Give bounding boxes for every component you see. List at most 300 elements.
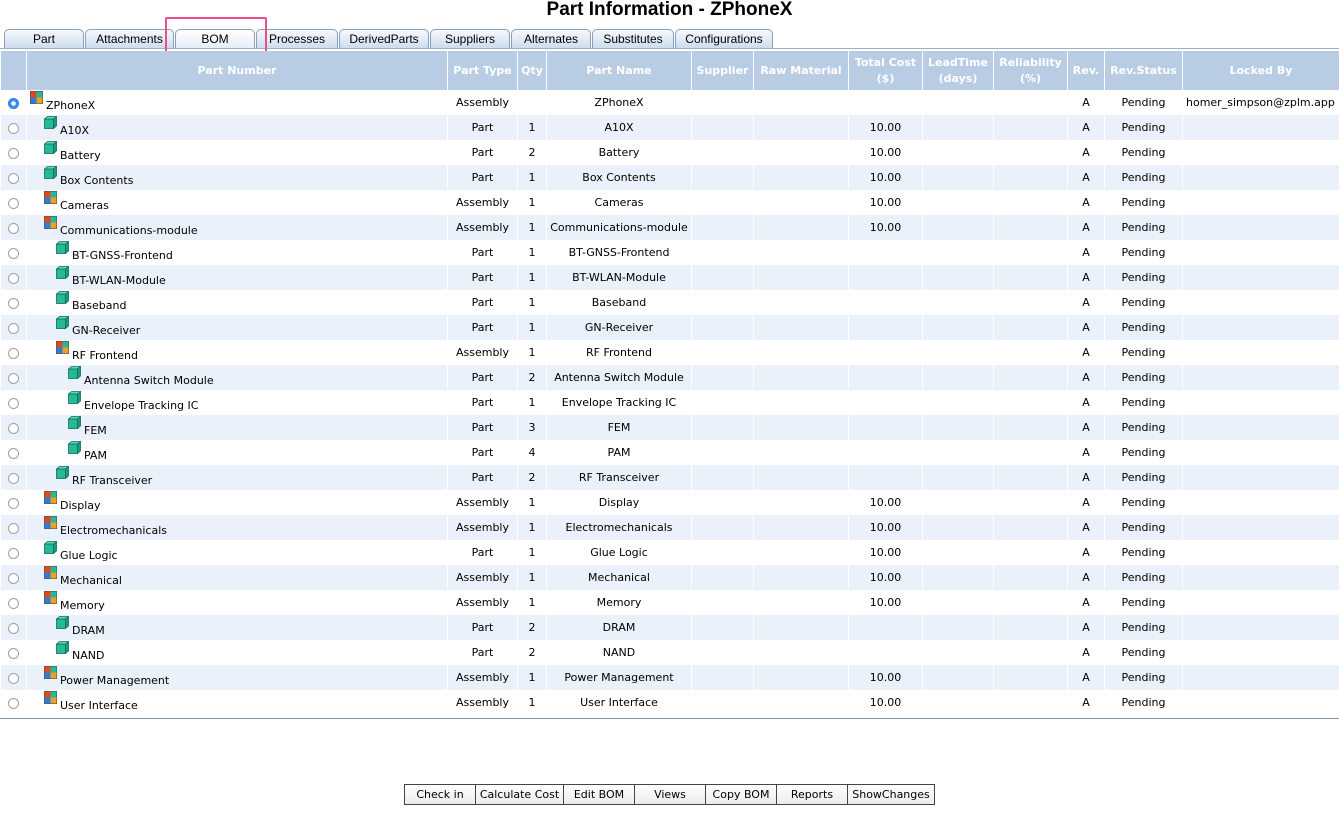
- cell-part-number[interactable]: [27, 465, 448, 490]
- part-number-link[interactable]: NAND: [72, 649, 105, 662]
- cell-locked-by: [1183, 490, 1339, 515]
- table-row[interactable]: [1, 540, 1339, 565]
- table-row[interactable]: [1, 640, 1339, 665]
- row-select-radio[interactable]: [1, 165, 27, 190]
- cell-lead-time: [923, 590, 994, 615]
- cell-rev-status: Pending: [1105, 290, 1183, 315]
- cell-raw-material: [754, 390, 849, 415]
- table-row[interactable]: [1, 215, 1339, 240]
- cell-rev: A: [1068, 565, 1105, 590]
- cell-total-cost: [849, 415, 923, 440]
- table-row[interactable]: [1, 665, 1339, 690]
- reports-button[interactable]: Reports: [776, 784, 848, 805]
- part-number-link[interactable]: User Interface: [60, 699, 138, 712]
- table-row[interactable]: [1, 315, 1339, 340]
- radio-icon[interactable]: [8, 498, 19, 509]
- cell-part-type: Part: [448, 640, 518, 665]
- cell-part-type: Assembly: [448, 690, 518, 715]
- check-in-button[interactable]: Check in: [404, 784, 476, 805]
- table-row[interactable]: [1, 165, 1339, 190]
- col-header-rev[interactable]: Rev.: [1068, 51, 1105, 90]
- radio-icon[interactable]: [8, 248, 19, 259]
- part-number-link[interactable]: Display: [60, 499, 101, 512]
- cell-locked-by: [1183, 590, 1339, 615]
- cell-part-number[interactable]: [27, 665, 448, 690]
- assembly-icon: [44, 597, 60, 610]
- cell-reliability: [994, 390, 1068, 415]
- row-select-radio[interactable]: [1, 90, 27, 115]
- cell-raw-material: [754, 565, 849, 590]
- table-row[interactable]: [1, 190, 1339, 215]
- part-icon: [56, 272, 72, 285]
- part-icon: [56, 322, 72, 335]
- part-number-link[interactable]: ZPhoneX: [46, 99, 96, 112]
- row-select-radio[interactable]: [1, 215, 27, 240]
- cell-total-cost: 10.00: [849, 590, 923, 615]
- radio-icon[interactable]: [8, 123, 19, 134]
- table-row[interactable]: [1, 615, 1339, 640]
- cell-part-type: Part: [448, 165, 518, 190]
- cell-locked-by: [1183, 140, 1339, 165]
- cell-qty: 1: [518, 215, 547, 240]
- cell-qty: 1: [518, 390, 547, 415]
- table-row[interactable]: [1, 415, 1339, 440]
- cell-locked-by: [1183, 640, 1339, 665]
- cell-rev: A: [1068, 240, 1105, 265]
- cell-total-cost: [849, 90, 923, 115]
- cell-part-type: Assembly: [448, 565, 518, 590]
- cell-reliability: [994, 140, 1068, 165]
- cell-reliability: [994, 215, 1068, 240]
- cell-part-name: DRAM: [547, 615, 692, 640]
- cell-part-number[interactable]: [27, 540, 448, 565]
- cell-qty: 1: [518, 265, 547, 290]
- cell-lead-time: [923, 290, 994, 315]
- cell-part-name: BT-GNSS-Frontend: [547, 240, 692, 265]
- cell-part-number[interactable]: [27, 365, 448, 390]
- cell-qty: 3: [518, 415, 547, 440]
- cell-rev: A: [1068, 115, 1105, 140]
- radio-icon[interactable]: [8, 548, 19, 559]
- cell-rev-status: Pending: [1105, 265, 1183, 290]
- cell-supplier: [692, 240, 754, 265]
- cell-part-number[interactable]: [27, 115, 448, 140]
- radio-icon[interactable]: [8, 323, 19, 334]
- row-select-radio[interactable]: [1, 590, 27, 615]
- cell-reliability: [994, 365, 1068, 390]
- cell-reliability: [994, 540, 1068, 565]
- cell-rev: A: [1068, 590, 1105, 615]
- cell-rev: A: [1068, 140, 1105, 165]
- cell-part-name: Envelope Tracking IC: [547, 390, 692, 415]
- cell-part-name: Antenna Switch Module: [547, 365, 692, 390]
- cell-raw-material: [754, 490, 849, 515]
- part-number-link[interactable]: Mechanical: [60, 574, 122, 587]
- table-row[interactable]: [1, 440, 1339, 465]
- part-number-link[interactable]: GN-Receiver: [72, 324, 141, 337]
- cell-qty: 1: [518, 165, 547, 190]
- part-number-link[interactable]: Power Management: [60, 674, 170, 687]
- col-header-reliability[interactable]: Reliability (%): [994, 51, 1068, 90]
- part-number-link[interactable]: A10X: [60, 124, 90, 137]
- cell-qty: 2: [518, 365, 547, 390]
- row-select-radio[interactable]: [1, 465, 27, 490]
- cell-locked-by: [1183, 365, 1339, 390]
- cell-reliability: [994, 315, 1068, 340]
- tab-derivedparts[interactable]: DerivedParts: [339, 29, 429, 48]
- radio-icon[interactable]: [8, 223, 19, 234]
- cell-rev-status: Pending: [1105, 540, 1183, 565]
- cell-lead-time: [923, 340, 994, 365]
- cell-lead-time: [923, 565, 994, 590]
- cell-part-type: Assembly: [448, 590, 518, 615]
- table-row[interactable]: [1, 465, 1339, 490]
- part-icon: [56, 247, 72, 260]
- cell-reliability: [994, 265, 1068, 290]
- cell-rev-status: Pending: [1105, 190, 1183, 215]
- radio-icon[interactable]: [8, 98, 19, 109]
- table-row[interactable]: [1, 265, 1339, 290]
- table-row[interactable]: [1, 240, 1339, 265]
- cell-supplier: [692, 340, 754, 365]
- cell-reliability: [994, 665, 1068, 690]
- cell-part-number[interactable]: [27, 615, 448, 640]
- radio-icon[interactable]: [8, 573, 19, 584]
- table-row[interactable]: [1, 365, 1339, 390]
- cell-part-number[interactable]: [27, 440, 448, 465]
- radio-icon[interactable]: [8, 298, 19, 309]
- radio-icon[interactable]: [8, 398, 19, 409]
- cell-rev: A: [1068, 190, 1105, 215]
- table-row[interactable]: [1, 390, 1339, 415]
- cell-rev: A: [1068, 465, 1105, 490]
- cell-qty: 4: [518, 440, 547, 465]
- radio-icon[interactable]: [8, 148, 19, 159]
- cell-part-name: Electromechanicals: [547, 515, 692, 540]
- cell-part-type: Assembly: [448, 340, 518, 365]
- col-header-part-type[interactable]: Part Type: [448, 51, 518, 90]
- assembly-icon: [44, 197, 60, 210]
- cell-rev: A: [1068, 515, 1105, 540]
- cell-raw-material: [754, 265, 849, 290]
- table-header-row: [1, 51, 1339, 90]
- cell-qty: 1: [518, 490, 547, 515]
- cell-part-number[interactable]: [27, 165, 448, 190]
- cell-part-type: Part: [448, 315, 518, 340]
- tab-substitutes[interactable]: Substitutes: [592, 29, 674, 48]
- part-number-link[interactable]: Memory: [60, 599, 105, 612]
- part-number-link[interactable]: Envelope Tracking IC: [84, 399, 199, 412]
- part-number-link[interactable]: Cameras: [60, 199, 109, 212]
- col-header-qty[interactable]: Qty: [518, 51, 547, 90]
- row-select-radio[interactable]: [1, 690, 27, 715]
- part-number-link[interactable]: RF Transceiver: [72, 474, 153, 487]
- radio-icon[interactable]: [8, 623, 19, 634]
- tab-processes[interactable]: Processes: [256, 29, 338, 48]
- cell-part-number[interactable]: [27, 140, 448, 165]
- part-icon: [44, 547, 60, 560]
- cell-raw-material: [754, 465, 849, 490]
- row-select-radio[interactable]: [1, 240, 27, 265]
- cell-qty: 1: [518, 290, 547, 315]
- cell-part-number[interactable]: [27, 190, 448, 215]
- calculate-cost-button[interactable]: Calculate Cost: [475, 784, 564, 805]
- row-select-radio[interactable]: [1, 190, 27, 215]
- row-select-radio[interactable]: [1, 365, 27, 390]
- tab-bom[interactable]: BOM: [175, 29, 255, 48]
- part-number-link[interactable]: DRAM: [72, 624, 105, 637]
- cell-raw-material: [754, 365, 849, 390]
- part-number-link[interactable]: Baseband: [72, 299, 127, 312]
- cell-rev: A: [1068, 390, 1105, 415]
- cell-supplier: [692, 390, 754, 415]
- cell-part-number[interactable]: [27, 265, 448, 290]
- radio-icon[interactable]: [8, 523, 19, 534]
- part-icon: [56, 622, 72, 635]
- cell-supplier: [692, 465, 754, 490]
- cell-part-name: Power Management: [547, 665, 692, 690]
- cell-total-cost: [849, 365, 923, 390]
- cell-raw-material: [754, 190, 849, 215]
- part-number-link[interactable]: Glue Logic: [60, 549, 118, 562]
- cell-reliability: [994, 490, 1068, 515]
- cell-rev: A: [1068, 665, 1105, 690]
- cell-locked-by: [1183, 240, 1339, 265]
- table-row[interactable]: [1, 115, 1339, 140]
- cell-part-name: RF Transceiver: [547, 465, 692, 490]
- cell-raw-material: [754, 615, 849, 640]
- radio-icon[interactable]: [8, 448, 19, 459]
- col-header-part-name[interactable]: Part Name: [547, 51, 692, 90]
- assembly-icon: [44, 522, 60, 535]
- cell-supplier: [692, 365, 754, 390]
- cell-part-number[interactable]: [27, 565, 448, 590]
- cell-rev-status: Pending: [1105, 640, 1183, 665]
- cell-part-type: Assembly: [448, 90, 518, 115]
- tab-alternates[interactable]: Alternates: [511, 29, 591, 48]
- row-select-radio[interactable]: [1, 665, 27, 690]
- part-number-link[interactable]: PAM: [84, 449, 107, 462]
- part-number-link[interactable]: Electromechanicals: [60, 524, 167, 537]
- cell-lead-time: [923, 640, 994, 665]
- cell-supplier: [692, 640, 754, 665]
- cell-lead-time: [923, 440, 994, 465]
- row-select-radio[interactable]: [1, 340, 27, 365]
- radio-icon[interactable]: [8, 673, 19, 684]
- part-number-link[interactable]: BT-WLAN-Module: [72, 274, 166, 287]
- cell-lead-time: [923, 315, 994, 340]
- cell-lead-time: [923, 190, 994, 215]
- cell-rev-status: Pending: [1105, 140, 1183, 165]
- assembly-icon: [44, 572, 60, 585]
- tab-part[interactable]: Part: [4, 29, 84, 48]
- cell-qty: 1: [518, 665, 547, 690]
- table-row[interactable]: [1, 340, 1339, 365]
- cell-locked-by: [1183, 390, 1339, 415]
- tab-configurations[interactable]: Configurations: [675, 29, 773, 48]
- radio-icon[interactable]: [8, 273, 19, 284]
- cell-rev-status: Pending: [1105, 690, 1183, 715]
- assembly-icon: [30, 97, 46, 110]
- radio-icon[interactable]: [8, 348, 19, 359]
- cell-part-number[interactable]: [27, 415, 448, 440]
- part-number-link[interactable]: BT-GNSS-Frontend: [72, 249, 173, 262]
- radio-icon[interactable]: [8, 423, 19, 434]
- cell-total-cost: 10.00: [849, 115, 923, 140]
- part-icon: [44, 172, 60, 185]
- part-number-link[interactable]: Communications-module: [60, 224, 198, 237]
- cell-raw-material: [754, 540, 849, 565]
- cell-locked-by: [1183, 340, 1339, 365]
- cell-total-cost: [849, 340, 923, 365]
- cell-qty: 1: [518, 240, 547, 265]
- radio-icon[interactable]: [8, 648, 19, 659]
- cell-rev-status: Pending: [1105, 165, 1183, 190]
- cell-locked-by: [1183, 265, 1339, 290]
- tab-attachments[interactable]: Attachments: [85, 29, 174, 48]
- row-select-radio[interactable]: [1, 440, 27, 465]
- cell-lead-time: [923, 365, 994, 390]
- row-select-radio[interactable]: [1, 640, 27, 665]
- table-row[interactable]: [1, 90, 1339, 115]
- row-select-radio[interactable]: [1, 565, 27, 590]
- cell-raw-material: [754, 140, 849, 165]
- row-select-radio[interactable]: [1, 540, 27, 565]
- cell-part-number[interactable]: [27, 340, 448, 365]
- row-select-radio[interactable]: [1, 290, 27, 315]
- cell-part-number[interactable]: [27, 590, 448, 615]
- row-select-radio[interactable]: [1, 490, 27, 515]
- part-number-link[interactable]: FEM: [84, 424, 107, 437]
- cell-part-name: NAND: [547, 640, 692, 665]
- part-number-link[interactable]: Antenna Switch Module: [84, 374, 214, 387]
- radio-icon[interactable]: [8, 373, 19, 384]
- table-row[interactable]: [1, 565, 1339, 590]
- table-row[interactable]: [1, 515, 1339, 540]
- cell-supplier: [692, 490, 754, 515]
- radio-icon[interactable]: [8, 698, 19, 709]
- cell-part-type: Part: [448, 465, 518, 490]
- cell-part-number[interactable]: [27, 215, 448, 240]
- cell-supplier: [692, 315, 754, 340]
- part-number-link[interactable]: RF Frontend: [72, 349, 139, 362]
- edit-bom-button[interactable]: Edit BOM: [563, 784, 635, 805]
- cell-part-name: Glue Logic: [547, 540, 692, 565]
- col-header-select: [1, 51, 27, 90]
- cell-total-cost: [849, 615, 923, 640]
- row-select-radio[interactable]: [1, 415, 27, 440]
- table-row[interactable]: [1, 290, 1339, 315]
- part-number-link[interactable]: Box Contents: [60, 174, 134, 187]
- cell-part-number[interactable]: [27, 290, 448, 315]
- part-number-link[interactable]: Battery: [60, 149, 101, 162]
- cell-rev-status: Pending: [1105, 215, 1183, 240]
- cell-total-cost: 10.00: [849, 565, 923, 590]
- cell-part-type: Part: [448, 390, 518, 415]
- radio-icon[interactable]: [8, 198, 19, 209]
- cell-total-cost: [849, 390, 923, 415]
- table-row[interactable]: [1, 590, 1339, 615]
- page-title: Part Information - ZPhoneX: [546, 0, 793, 20]
- cell-raw-material: [754, 665, 849, 690]
- col-header-supplier[interactable]: Supplier: [692, 51, 754, 90]
- cell-rev-status: Pending: [1105, 240, 1183, 265]
- cell-total-cost: [849, 265, 923, 290]
- cell-part-number[interactable]: [27, 490, 448, 515]
- radio-icon[interactable]: [8, 173, 19, 184]
- cell-lead-time: [923, 115, 994, 140]
- cell-part-number[interactable]: [27, 240, 448, 265]
- col-header-rev-status[interactable]: Rev.Status: [1105, 51, 1183, 90]
- cell-locked-by: [1183, 540, 1339, 565]
- cell-part-name: RF Frontend: [547, 340, 692, 365]
- cell-part-number[interactable]: [27, 690, 448, 715]
- row-select-radio[interactable]: [1, 315, 27, 340]
- cell-total-cost: 10.00: [849, 215, 923, 240]
- table-row[interactable]: [1, 490, 1339, 515]
- show-changes-button[interactable]: ShowChanges: [847, 784, 935, 805]
- cell-part-type: Part: [448, 140, 518, 165]
- cell-part-type: Part: [448, 290, 518, 315]
- row-select-radio[interactable]: [1, 515, 27, 540]
- col-header-total-cost[interactable]: Total Cost ($): [849, 51, 923, 90]
- cell-lead-time: [923, 465, 994, 490]
- part-icon: [68, 422, 84, 435]
- cell-raw-material: [754, 415, 849, 440]
- row-select-radio[interactable]: [1, 140, 27, 165]
- row-select-radio[interactable]: [1, 265, 27, 290]
- cell-raw-material: [754, 115, 849, 140]
- cell-part-number[interactable]: [27, 315, 448, 340]
- row-select-radio[interactable]: [1, 390, 27, 415]
- cell-locked-by: [1183, 465, 1339, 490]
- cell-rev-status: Pending: [1105, 590, 1183, 615]
- cell-raw-material: [754, 165, 849, 190]
- cell-part-number[interactable]: [27, 640, 448, 665]
- tab-suppliers[interactable]: Suppliers: [430, 29, 510, 48]
- col-header-locked-by[interactable]: Locked By: [1183, 51, 1339, 90]
- table-row[interactable]: [1, 140, 1339, 165]
- bom-table: [0, 51, 1339, 719]
- radio-icon[interactable]: [8, 598, 19, 609]
- row-select-radio[interactable]: [1, 115, 27, 140]
- cell-qty: 2: [518, 615, 547, 640]
- col-header-lead-time[interactable]: LeadTime (days): [923, 51, 994, 90]
- cell-total-cost: 10.00: [849, 165, 923, 190]
- col-header-raw-material[interactable]: Raw Material: [754, 51, 849, 90]
- cell-reliability: [994, 90, 1068, 115]
- cell-supplier: [692, 165, 754, 190]
- cell-rev-status: Pending: [1105, 440, 1183, 465]
- cell-rev-status: Pending: [1105, 565, 1183, 590]
- row-select-radio[interactable]: [1, 615, 27, 640]
- cell-rev-status: Pending: [1105, 390, 1183, 415]
- cell-total-cost: [849, 465, 923, 490]
- cell-locked-by: [1183, 565, 1339, 590]
- cell-lead-time: [923, 390, 994, 415]
- radio-icon[interactable]: [8, 473, 19, 484]
- cell-rev: A: [1068, 615, 1105, 640]
- cell-locked-by: [1183, 440, 1339, 465]
- cell-part-number[interactable]: [27, 390, 448, 415]
- cell-part-number[interactable]: [27, 515, 448, 540]
- copy-bom-button[interactable]: Copy BOM: [705, 784, 777, 805]
- part-icon: [68, 372, 84, 385]
- col-header-part-number[interactable]: Part Number: [27, 51, 448, 90]
- cell-part-number[interactable]: [27, 90, 448, 115]
- table-row[interactable]: [1, 690, 1339, 715]
- views-button[interactable]: Views: [634, 784, 706, 805]
